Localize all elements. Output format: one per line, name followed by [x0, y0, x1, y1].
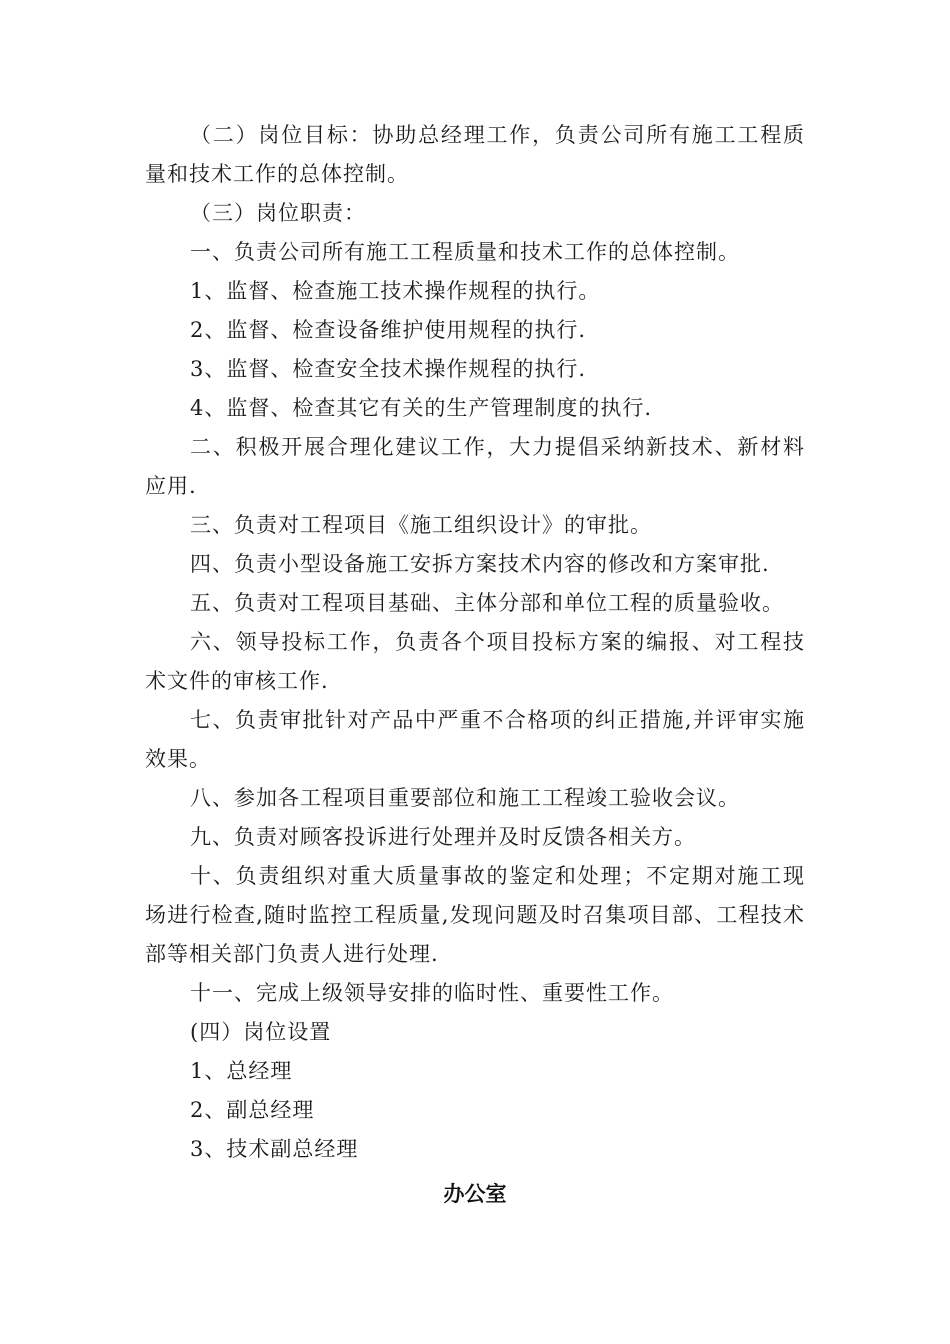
paragraph-duty-7: 七、负责审批针对产品中严重不合格项的纠正措施,并评审实施效果。	[145, 708, 805, 771]
paragraph-duty-9: 九、负责对顾客投诉进行处理并及时反馈各相关方。	[190, 825, 696, 849]
paragraph-duty-8: 八、参加各工程项目重要部位和施工工程竣工验收会议。	[190, 786, 740, 810]
paragraph-duty-1: 一、负责公司所有施工工程质量和技术工作的总体控制。	[190, 240, 740, 264]
paragraph-duty-1-1: 1、监督、检查施工技术操作规程的执行。	[190, 279, 601, 303]
paragraph-position-2: 2、副总经理	[190, 1098, 315, 1122]
document-body	[145, 116, 805, 1169]
section-heading-office: 办公室	[443, 1182, 507, 1206]
paragraph-job-duties-title: （三）岗位职责：	[190, 201, 366, 225]
paragraph-duty-2: 二、积极开展合理化建议工作，大力提倡采纳新技术、新材料应用.	[145, 435, 805, 498]
paragraph-duty-5: 五、负责对工程项目基础、主体分部和单位工程的质量验收。	[190, 591, 784, 615]
paragraph-duty-3: 三、负责对工程项目《施工组织设计》的审批。	[190, 513, 652, 537]
paragraph-duty-1-3: 3、监督、检查安全技术操作规程的执行.	[190, 357, 587, 381]
paragraph-positions-title: (四）岗位设置	[190, 1020, 332, 1044]
paragraph-duty-6: 六、领导投标工作，负责各个项目投标方案的编报、对工程技术文件的审核工作.	[145, 630, 805, 693]
paragraph-position-1: 1、总经理	[190, 1059, 293, 1083]
paragraph-duty-11: 十一、完成上级领导安排的临时性、重要性工作。	[190, 981, 674, 1005]
paragraph-position-3: 3、技术副总经理	[190, 1137, 359, 1161]
paragraph-duty-10: 十、负责组织对重大质量事故的鉴定和处理；不定期对施工现场进行检查,随时监控工程质量,发现问题及时召集项目部、工程技术部等相关部门负责人进行处理.	[145, 864, 805, 966]
paragraph-duty-1-2: 2、监督、检查设备维护使用规程的执行.	[190, 318, 587, 342]
paragraph-duty-4: 四、负责小型设备施工安拆方案技术内容的修改和方案审批.	[190, 552, 770, 576]
paragraph-job-objective: （二）岗位目标：协助总经理工作，负责公司所有施工工程质量和技术工作的总体控制。	[145, 123, 805, 186]
paragraph-duty-1-4: 4、监督、检查其它有关的生产管理制度的执行.	[190, 396, 653, 420]
